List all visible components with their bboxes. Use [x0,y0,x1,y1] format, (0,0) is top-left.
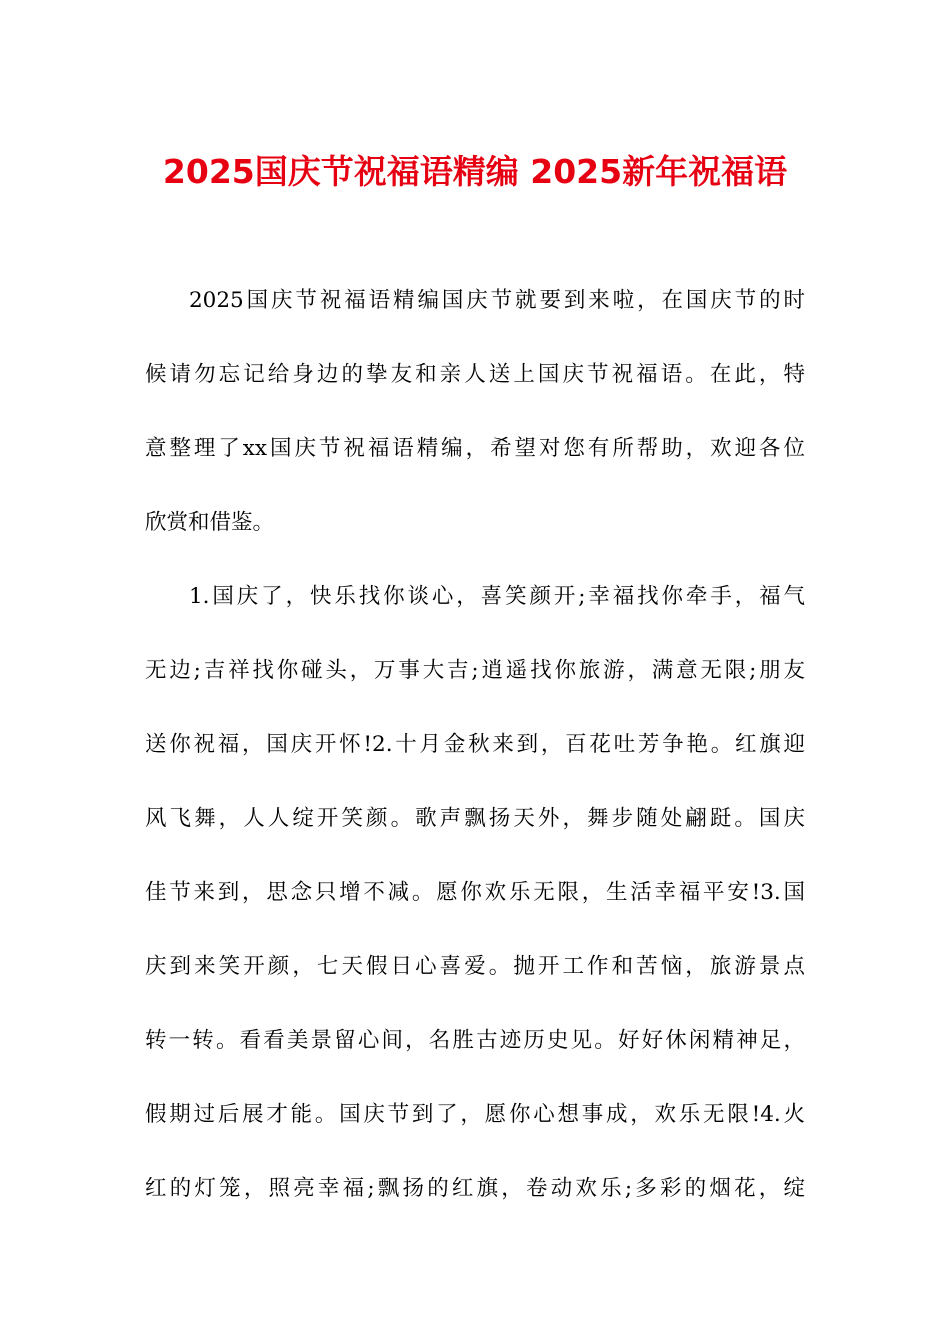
text-line: 风飞舞，人人绽开笑颜。歌声飘扬天外，舞步随处翩跹。国庆 [145,806,805,831]
document-body [145,278,805,1240]
intro-paragraph [145,278,805,574]
text-line: 1.国庆了，快乐找你谈心，喜笑颜开;幸福找你牵手，福气 [189,584,805,609]
text-line: 庆到来笑开颜，七天假日心喜爱。抛开工作和苦恼，旅游景点 [145,954,805,979]
greetings-paragraph [145,574,805,1240]
text-line: 转一转。看看美景留心间，名胜古迹历史见。好好休闲精神足， [145,1028,805,1053]
text-line: 佳节来到，思念只增不减。愿你欢乐无限，生活幸福平安!3.国 [145,880,805,905]
text-line: 2025国庆节祝福语精编国庆节就要到来啦，在国庆节的时 [189,288,805,313]
text-line: 送你祝福，国庆开怀!2.十月金秋来到，百花吐芳争艳。红旗迎 [145,732,805,757]
text-line: 意整理了xx国庆节祝福语精编，希望对您有所帮助，欢迎各位 [145,436,805,461]
text-line: 无边;吉祥找你碰头，万事大吉;逍遥找你旅游，满意无限;朋友 [145,658,805,683]
text-line: 候请勿忘记给身边的挚友和亲人送上国庆节祝福语。在此，特 [145,362,805,387]
page-title: 2025国庆节祝福语精编 2025新年祝福语 [162,152,788,191]
text-line: 欣赏和借鉴。 [145,510,275,535]
text-line: 红的灯笼，照亮幸福;飘扬的红旗，卷动欢乐;多彩的烟花，绽 [145,1176,805,1201]
text-line: 假期过后展才能。国庆节到了，愿你心想事成，欢乐无限!4.火 [145,1102,805,1127]
